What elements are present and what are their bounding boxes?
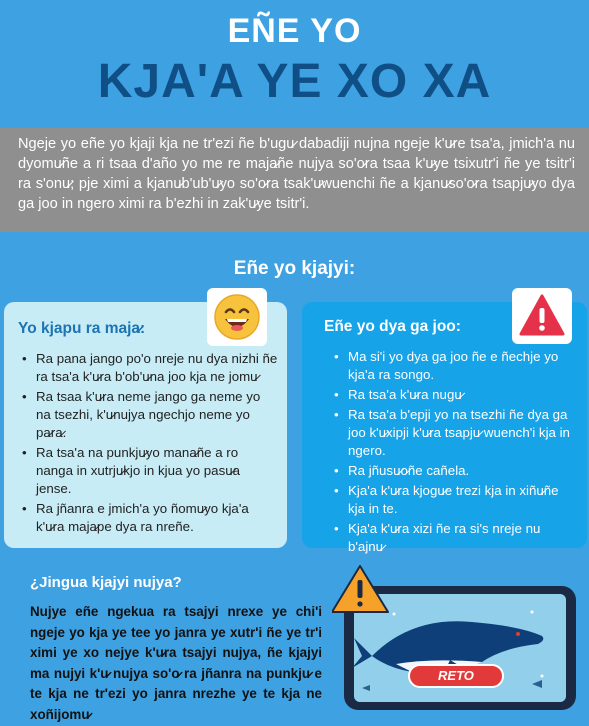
list-item: • Ra tsa'a na punkju̷yo mana̷ñe a ro nanga in xutrju̷kjo in kjua yo pasu̷a jense. [20, 444, 278, 498]
bad-box-title: Eñe yo dya ga joo: [324, 318, 461, 335]
page-title-line1: EÑE YO [227, 12, 362, 50]
question-text: Nujye eñe ngekua ra tsajyi nrexe ye chi'i ngeje yo kja ye tee yo janra ye xutr'i ñe ye tr'i ximi ye xo nejye k'u̷ra tsajyi nujya, ñe kjajyi ma nujyi k'u̷ nujya so'o̷ ra jñanra na punkju̷ e te kja ne tr'ezi yo janra nrezhe ye te kja ne xoñijomu̷ [30, 604, 322, 722]
list-item: • Ra tsaa k'u̷ra neme jango ga neme yo na tsezhi, k'u̷nujya ngechjo neme yo pa̷ra̷. [20, 388, 278, 442]
list-item: • Ra pana jango po'o nreje nu dya nizhi ñe ra tsa'a k'u̷ra b'ob'u̷na joo kja ne jomu̷ [20, 350, 278, 386]
list-item: • Ra jñanra e jmich'a yo ñomu̷yo kja'a k'u̷ra maja̷pe dya ra nreñe. [20, 500, 278, 536]
list-item: • Ra tsa'a k'u̷ra nugu̷ [332, 386, 578, 404]
list-item: • Ra tsa'a b'epji yo na tsezhi ñe dya ga joo k'u̷xipji k'u̷ra tsapju̷ wuench'i kja in ngero. [332, 406, 578, 460]
smiling-face-icon [213, 293, 261, 341]
question-title: ¿Jingua kjajyi nujya? [30, 574, 182, 591]
reto-button[interactable]: RETO [408, 664, 504, 688]
good-box-title: Yo kjapu ra maja̷: [18, 320, 146, 337]
intro-banner: Ngeje yo eñe yo kjaji kja ne tr'ezi ñe b'ugu̷ dabadiji nujna ngeje k'u̷re tsa'a, jmich'a nu dyomu̷ñe a ri tsaa d'año yo me re maja̷ñe nujya so'o̷ra tsaa k'u̷ye tsixutr'i ñe ye tsitr'i ra s'onu̷; pje ximi a kjanu̷b'ub'u̷yo so'o̷ra tsak'u̷wuenchi ñe a kjanu̷so'o̷ra tsapju̷yo dya ga joo in ngero ximi ra b'ezhi in zak'u̷ye tsitr'i. [0, 128, 589, 232]
page-title-line2: KJA'A YE XO XA [97, 55, 492, 108]
warning-card [512, 288, 572, 344]
good-list [20, 350, 278, 538]
list-item: • Ma si'i yo dya ga joo ñe e ñechje yo kja'a ra songo. [332, 348, 578, 384]
list-item: • Ra jñusu̷o̷ñe cañela. [332, 462, 578, 480]
warning-icon [518, 292, 566, 340]
whale-phone-illustration [332, 564, 588, 714]
list-item: • Kja'a k'u̷ra xizi ñe ra si's nreje nu b'ajnu̷ [332, 520, 578, 556]
bad-list [332, 348, 578, 558]
emoji-card [207, 288, 267, 346]
list-item: • Kja'a k'u̷ra kjogu̷e trezi kja in xiñu̷ñe kja in te. [332, 482, 578, 518]
section-title: Eñe yo kjajyi: [233, 258, 356, 279]
